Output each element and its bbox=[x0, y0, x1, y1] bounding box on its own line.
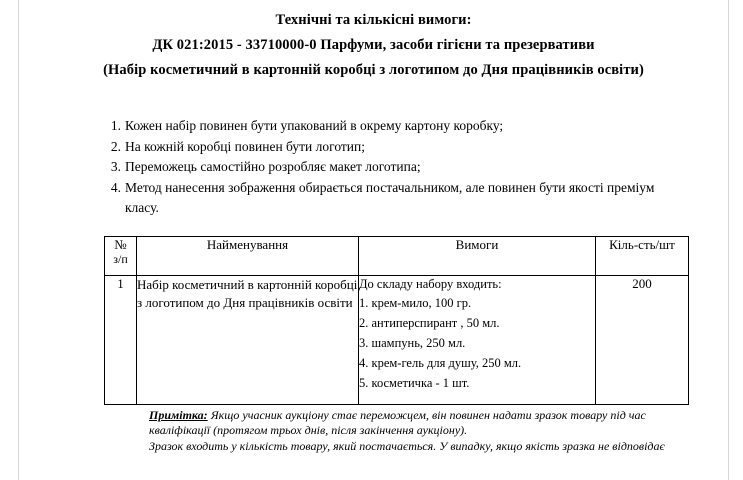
table-cell-requirements bbox=[359, 275, 596, 404]
requirement-item bbox=[103, 116, 728, 137]
table-header-cell-quantity: Кіль-сть/шт bbox=[596, 236, 689, 275]
footnote-label: Примітка: bbox=[149, 407, 208, 422]
requirement-text: Метод нанесення зображення обирається постачальником, але повинен бути якості преміум класу. bbox=[125, 179, 655, 215]
table-header-number-subscript: з/п bbox=[113, 251, 128, 266]
table-header-row bbox=[105, 236, 689, 275]
components-intro-text: До складу набору входить: bbox=[359, 276, 502, 291]
document-title-block bbox=[19, 0, 728, 83]
requirement-text: Кожен набір повинен бути упакований в окрему картону коробку; bbox=[125, 118, 504, 133]
document-title-line-3: (Набір косметичний в картонній коробці з логотипом до Дня працівників освіти) bbox=[103, 62, 644, 78]
table-header bbox=[105, 236, 689, 275]
table-cell-number: 1 bbox=[105, 275, 137, 404]
requirement-item bbox=[103, 137, 728, 158]
requirement-number: 2. bbox=[110, 138, 121, 154]
component-item: 1. крем-мило, 100 гр. bbox=[359, 295, 472, 310]
component-item: 2. антиперспирант , 50 мл. bbox=[359, 315, 500, 330]
requirement-number: 3. bbox=[110, 159, 121, 174]
requirements-list bbox=[19, 83, 728, 219]
table-cell-product-name: Набір косметичний в картонній коробці з логотипом до Дня працівників освіти bbox=[137, 275, 359, 404]
page-edge-right-rule bbox=[728, 0, 729, 480]
footnote-paragraph-2: Зразок входить у кількість товару, який постачається. У випадку, якщо якість зразка не відповідає bbox=[149, 438, 665, 453]
requirement-number: 4. bbox=[110, 179, 121, 195]
table-header-cell-requirements: Вимоги bbox=[359, 236, 596, 275]
page-content-area bbox=[19, 0, 728, 480]
table-body bbox=[105, 275, 689, 404]
footnote-paragraph-1 bbox=[149, 408, 686, 439]
table-header-cell-number bbox=[105, 236, 137, 275]
components-list bbox=[359, 293, 595, 393]
document-title-line-1: Технічні та кількісні вимоги: bbox=[275, 12, 472, 28]
component-item: 5. косметичка - 1 шт. bbox=[359, 375, 470, 390]
document-title-line-2: ДК 021:2015 - 33710000-0 Парфуми, засоби гігієни та презервативи bbox=[152, 37, 595, 53]
footnote-block bbox=[19, 405, 728, 455]
component-item: 3. шампунь, 250 мл. bbox=[359, 335, 466, 350]
component-item: 4. крем-гель для душу, 250 мл. bbox=[359, 355, 522, 370]
specification-table-wrapper bbox=[19, 219, 728, 405]
requirement-item bbox=[103, 157, 728, 178]
table-cell-quantity: 200 bbox=[596, 275, 689, 404]
footnote-text-1: Якщо учасник аукціону стає переможцем, він повинен надати зразок товару під час кваліфікації (протягом трьох днів, після закінчення аукціону). bbox=[149, 407, 646, 437]
requirement-text: Переможець самостійно розробляє макет логотипа; bbox=[125, 159, 421, 174]
table-header-cell-name: Найменування bbox=[137, 236, 359, 275]
requirement-item bbox=[103, 178, 728, 219]
specification-table bbox=[104, 236, 689, 405]
requirement-number: 1. bbox=[110, 118, 121, 133]
table-header-number-symbol: № bbox=[114, 236, 127, 252]
requirement-text: На кожній коробці повинен бути логотип; bbox=[125, 138, 366, 154]
table-row bbox=[105, 275, 689, 404]
